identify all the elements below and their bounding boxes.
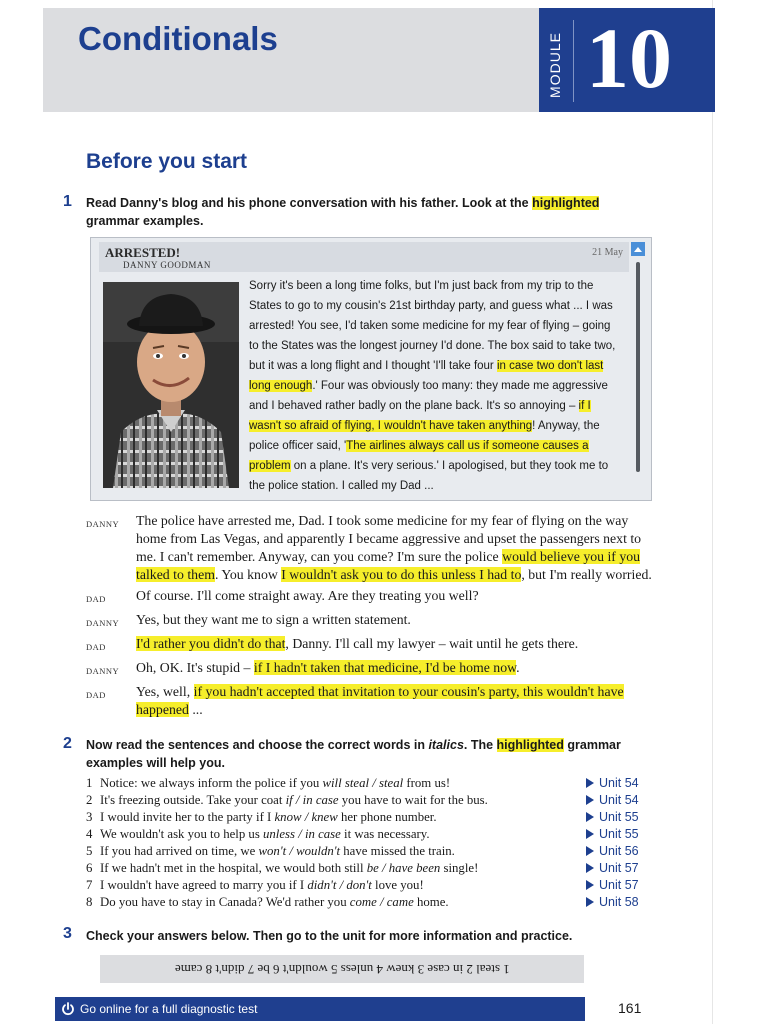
dialog-text: Yes, well, if you hadn't accepted that invitation to your cousin's party, this wouldn't have happened ... (136, 684, 624, 717)
unit-link[interactable]: Unit 55 (586, 809, 639, 826)
arrow-right-icon (586, 897, 594, 907)
task-3-number: 3 (63, 925, 72, 942)
answer-choice[interactable]: be / have been (366, 861, 441, 875)
page-number: 161 (618, 1000, 642, 1016)
dialog-text: I'd rather you didn't do that, Danny. I'll call my lawyer – wait until he gets there. (136, 636, 579, 651)
answer-choice[interactable]: if / in case (285, 793, 339, 807)
scroll-thumb[interactable] (636, 262, 640, 472)
question-number: 1 (86, 776, 93, 790)
arrow-right-icon (586, 829, 594, 839)
dialog-line (86, 512, 666, 584)
blog-scrollbar[interactable] (631, 242, 645, 472)
answer-choice[interactable]: didn't / don't (307, 878, 372, 892)
arrow-right-icon (586, 795, 594, 805)
question-number: 7 (86, 878, 93, 892)
unit-link[interactable]: Unit 54 (586, 792, 639, 809)
dialog-line (86, 659, 666, 680)
module-label: MODULE (547, 32, 563, 98)
question-text: I wouldn't have agreed to marry you if I didn't / don't love you! (100, 878, 424, 892)
speaker-label: DANNY (86, 519, 120, 529)
page-edge (712, 0, 768, 1024)
question-text: If we hadn't met in the hospital, we would both still be / have been single! (100, 861, 479, 875)
task-1-number: 1 (63, 193, 72, 210)
dialog-line (86, 611, 666, 632)
dialog-text: Of course. I'll come straight away. Are they treating you well? (136, 588, 479, 603)
question-list (86, 775, 666, 911)
dialog-text: Yes, but they want me to sign a written statement. (136, 612, 411, 627)
question-text: If you had arrived on time, we won't / wouldn't have missed the train. (100, 844, 455, 858)
answer-choice[interactable]: won't / wouldn't (258, 844, 341, 858)
footer-bar[interactable] (55, 997, 585, 1021)
author-photo (103, 282, 239, 488)
task-2-instructions: Now read the sentences and choose the correct words in italics. The highlighted grammar examples will help you. (86, 738, 621, 770)
unit-link[interactable]: Unit 55 (586, 826, 639, 843)
arrow-right-icon (586, 880, 594, 890)
blog-body: Sorry it's been a long time folks, but I'm just back from my trip to the States to go to my cousin's 21st birthday party, and guess what ... I was arrested! You see, I'd taken some medicine for my fear of flying – going to the States was the longest journey I'd done. The box said to take two, but it was a long flight and I thought 'I'll take four in case two don't last long enough.' Four was obviously too many: they made me aggressive and I behaved rather badly on the plane back. It's so annoying – if I wasn't so afraid of flying, I wouldn't have taken anything! Anyway, the police officer said, 'The airlines always call us if someone causes a problem on a plane. It's very serious.' I apologised, but they took me to the police station. I called my Dad ... (249, 280, 616, 492)
question-text: Do you have to stay in Canada? We'd rather you come / came home. (100, 895, 449, 909)
unit-link[interactable]: Unit 57 (586, 860, 639, 877)
question-number: 6 (86, 861, 93, 875)
question-item (86, 792, 666, 809)
blog-header (99, 242, 629, 272)
unit-link[interactable]: Unit 56 (586, 843, 639, 860)
question-number: 4 (86, 827, 93, 841)
question-text: It's freezing outside. Take your coat if / in case you have to wait for the bus. (100, 793, 488, 807)
blog-title: ARRESTED! (105, 245, 181, 260)
answer-choice[interactable]: unless / in case (263, 827, 341, 841)
question-number: 5 (86, 844, 93, 858)
blog-date: 21 May (592, 247, 623, 258)
arrow-right-icon (586, 846, 594, 856)
question-item (86, 860, 666, 877)
question-item (86, 877, 666, 894)
unit-link[interactable]: Unit 58 (586, 894, 639, 911)
dialog-line (86, 635, 666, 656)
blog-author: DANNY GOODMAN (123, 260, 211, 270)
question-number: 8 (86, 895, 93, 909)
module-divider (573, 20, 574, 102)
unit-link[interactable]: Unit 57 (586, 877, 639, 894)
answer-choice[interactable]: will steal / steal (322, 776, 404, 790)
question-item (86, 843, 666, 860)
dialog-text: Oh, OK. It's stupid – if I hadn't taken that medicine, I'd be home now. (136, 660, 520, 675)
task-2-number: 2 (63, 735, 72, 752)
chapter-title: Conditionals (78, 20, 278, 57)
arrow-right-icon (586, 778, 594, 788)
question-number: 2 (86, 793, 93, 807)
speaker-label: DANNY (86, 618, 120, 628)
answer-key (100, 955, 584, 983)
question-text: I would invite her to the party if I know / knew her phone number. (100, 810, 437, 824)
scroll-up-icon[interactable] (631, 242, 645, 256)
speaker-label: DAD (86, 594, 106, 604)
question-number: 3 (86, 810, 93, 824)
power-icon (61, 1002, 75, 1016)
task-1-instructions: Read Danny's blog and his phone conversation with his father. Look at the highlighted grammar examples. (86, 196, 600, 228)
answer-choice[interactable]: come / came (349, 895, 414, 909)
speaker-label: DANNY (86, 666, 120, 676)
answer-key-text: 1 steal 2 in case 3 knew 4 unless 5 wouldn't 6 be 7 didn't 8 came (174, 962, 510, 977)
task-3-instructions: Check your answers below. Then go to the unit for more information and practice. (86, 929, 573, 943)
answer-choice[interactable]: know / knew (274, 810, 338, 824)
module-number: 10 (586, 10, 672, 106)
phone-dialog (86, 512, 666, 719)
unit-link[interactable]: Unit 54 (586, 775, 639, 792)
dialog-text: The police have arrested me, Dad. I took some medicine for my fear of flying on the way home from Las Vegas, and apparently I became aggressive and upset the passengers next to me. I can't remember. Anyway, can you come? I'm sure the police would believe you if you talked to them. You know I wouldn't ask you to do this unless I had to, but I'm really worried. (136, 513, 652, 582)
question-item (86, 894, 666, 911)
blog-post (90, 237, 652, 501)
speaker-label: DAD (86, 690, 106, 700)
question-item (86, 826, 666, 843)
section-heading: Before you start (86, 150, 248, 173)
question-item (86, 809, 666, 826)
speaker-label: DAD (86, 642, 106, 652)
diagnostic-test-link[interactable]: Go online for a full diagnostic test (80, 1002, 258, 1016)
question-text: We wouldn't ask you to help us unless / in case it was necessary. (100, 827, 430, 841)
dialog-line (86, 683, 666, 719)
question-item (86, 775, 666, 792)
dialog-line (86, 587, 666, 608)
arrow-right-icon (586, 812, 594, 822)
question-text: Notice: we always inform the police if you will steal / steal from us! (100, 776, 451, 790)
arrow-right-icon (586, 863, 594, 873)
